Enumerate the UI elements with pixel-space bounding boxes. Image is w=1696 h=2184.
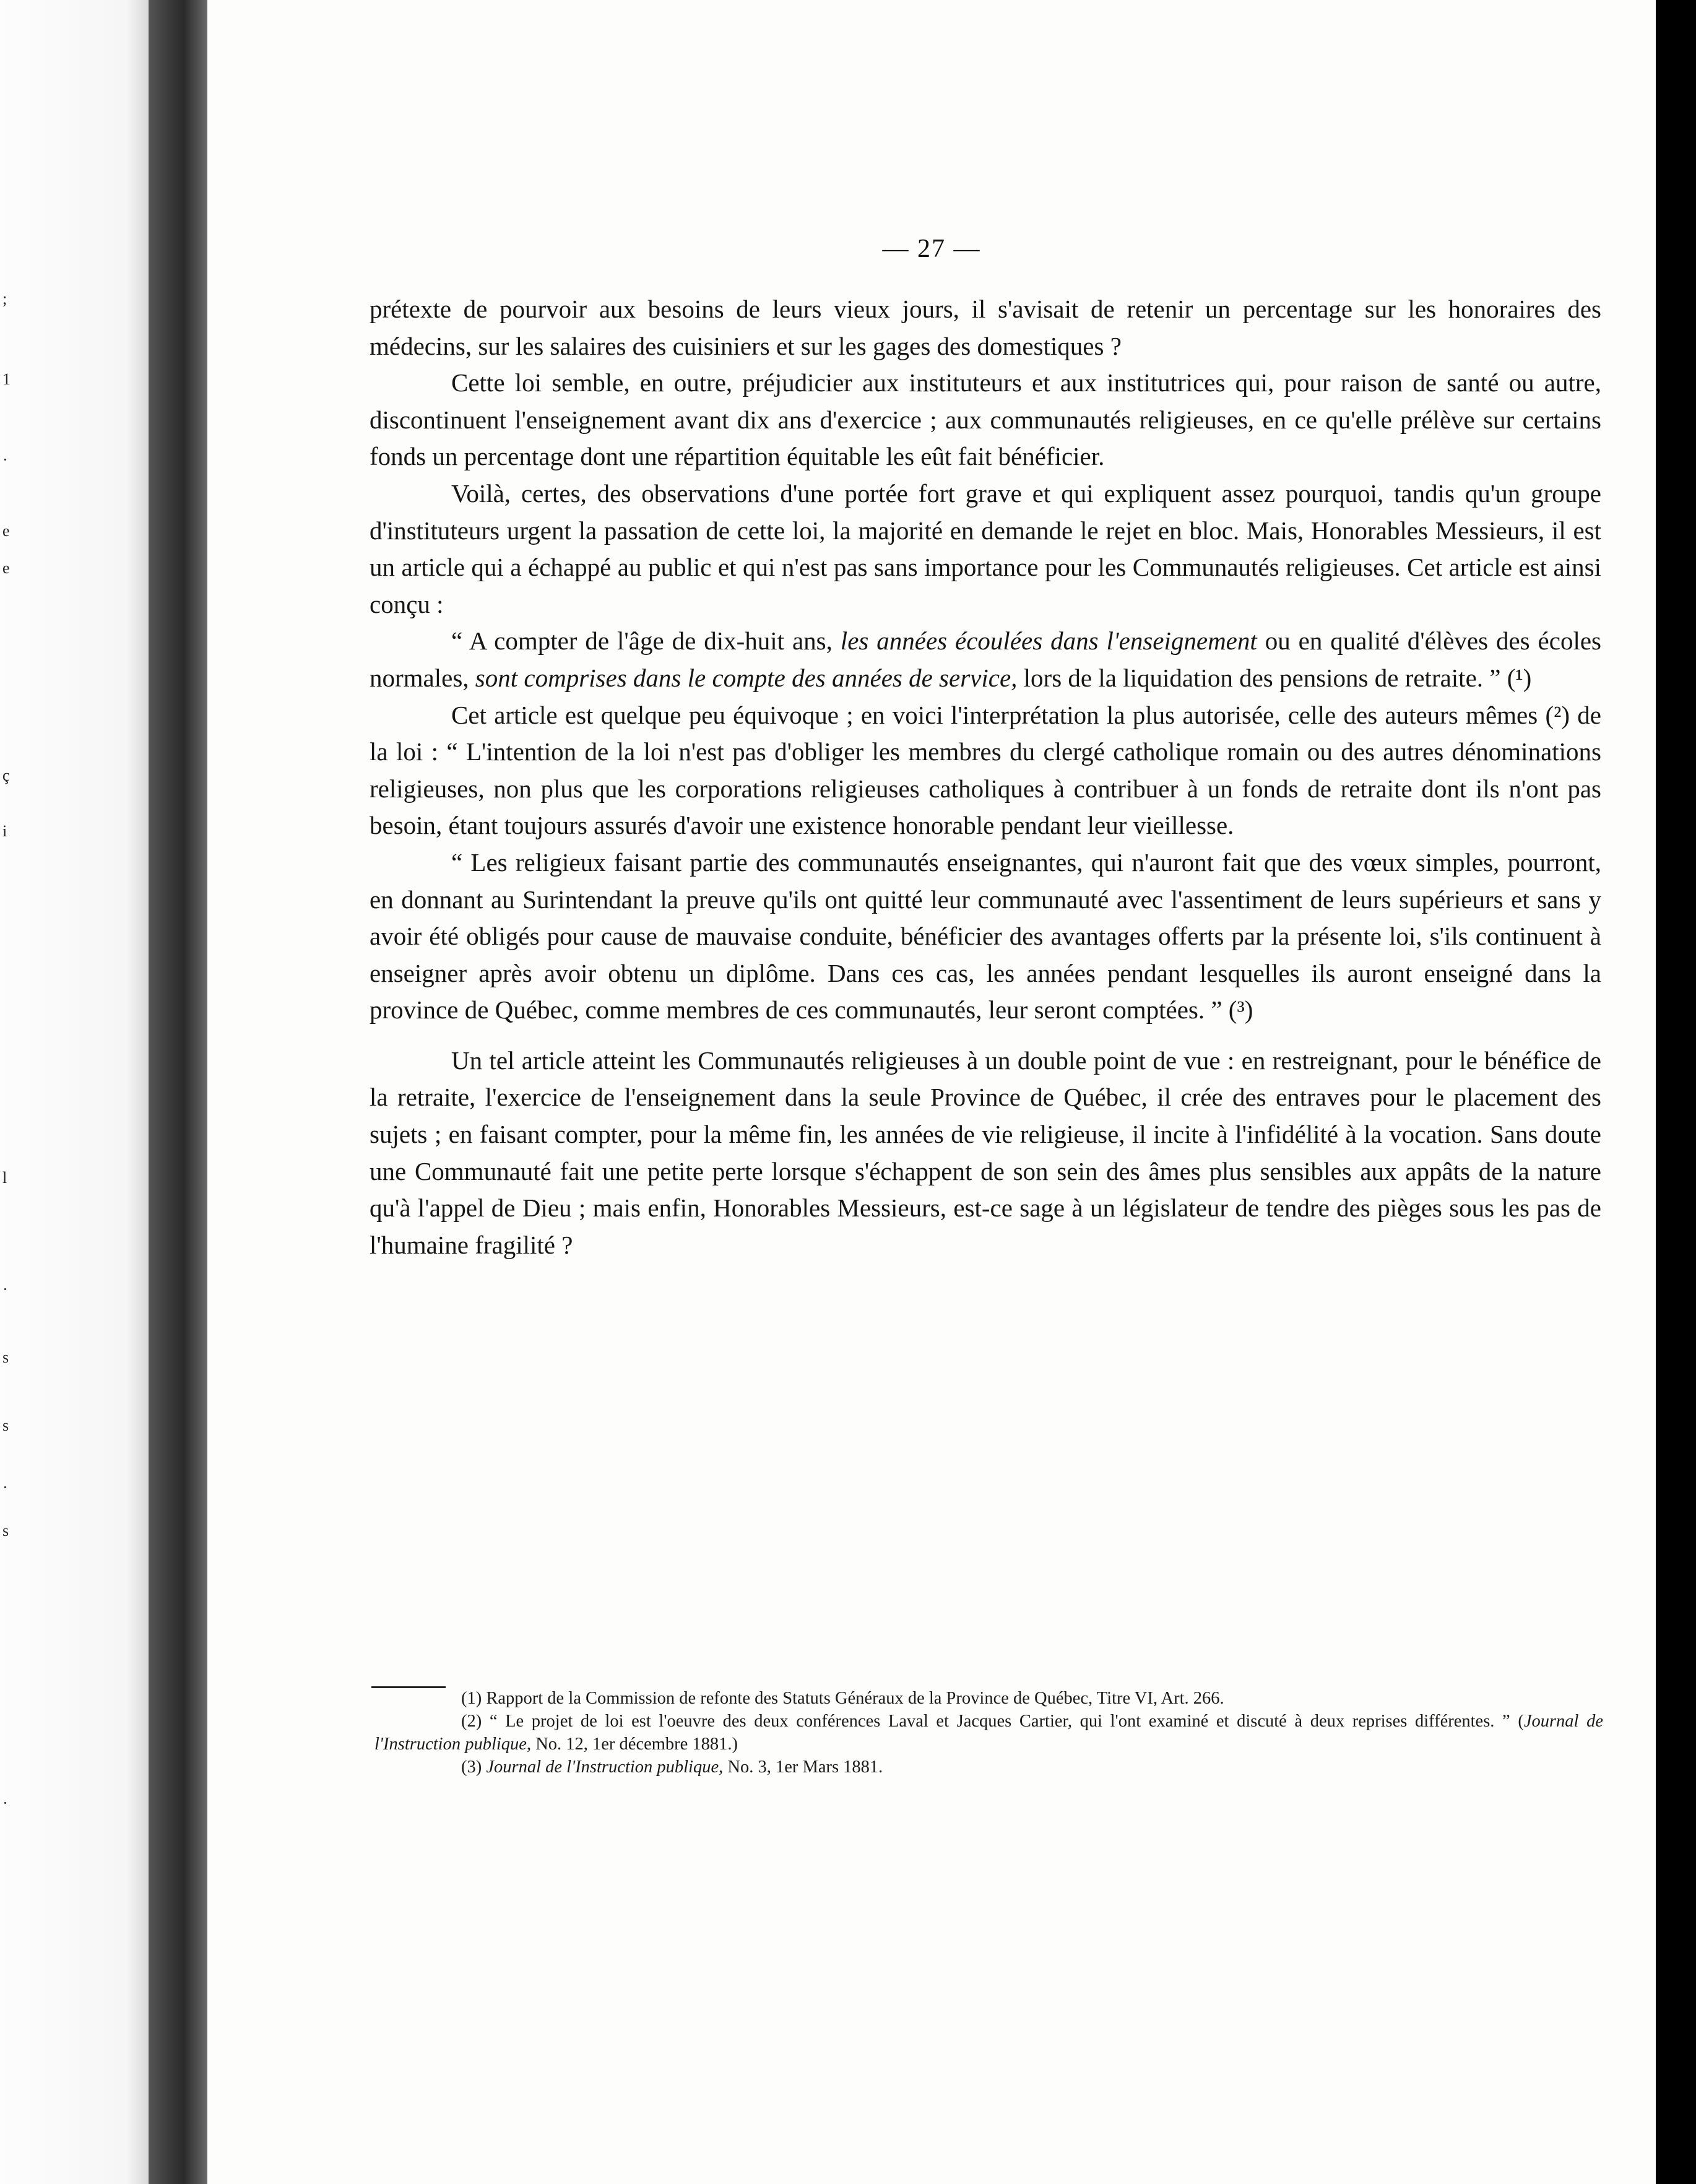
gutter-shadow: [149, 0, 207, 2184]
quoted-article-paragraph: [370, 623, 1601, 696]
paragraph-run-italic: les années écoulées dans l'enseignement: [840, 626, 1257, 656]
margin-mark: e: [2, 559, 10, 577]
margin-mark: l: [2, 1169, 7, 1187]
footnotes: [374, 1687, 1603, 1779]
margin-mark: e: [2, 522, 10, 540]
paragraph: Voilà, certes, des observations d'une portée fort grave et qui expliquent assez pourquoi, tandis qu'un groupe d'instituteurs urgent la passation de cette loi, la majorité en demande le rejet en bloc. Mais, Honorables Messieurs, il est un article qui a échappé au public et qui n'est pas sans importance pour les Communautés religieuses. Cet article est ainsi conçu :: [370, 479, 1601, 618]
document-page: [207, 0, 1656, 2184]
paragraph: “ Les religieux faisant partie des communautés enseignantes, qui n'auront fait que des vœux simples, pourront, en donnant au Surintendant la preuve qu'ils ont quitté leur communauté avec l'assentiment de leurs supérieurs et sans y avoir été obligés pour cause de mauvaise conduite, bénéficier des avantages offerts par la présente loi, s'ils continuent à enseigner après avoir obtenu un diplôme. Dans ces cas, les années pendant lesquelles ils auront enseigné dans la province de Québec, comme membres de ces communautés, leur seront comptées. ” (³): [370, 847, 1601, 1025]
paragraph-run: lors de la liquidation des pensions de retraite. ” (¹): [1017, 663, 1532, 692]
paragraph: Un tel article atteint les Communautés religieuses à un double point de vue : en restreignant, pour le bénéfice de la retraite, l'exercice de l'enseignement dans la seule Province de Québec, il crée des entraves pour le placement des sujets ; en faisant compter, pour la même fin, les années de vie religieuse, il incite à l'infidélité à la vocation. Sans doute une Communauté fait une petite perte lorsque s'échappent de son sein des âmes plus sensibles aux appâts de la nature qu'à l'appel de Dieu ; mais enfin, Honorables Messieurs, est-ce sage à un législateur de tendre des pièges sous les pas de l'humaine fragilité ?: [370, 1046, 1601, 1259]
margin-mark: s: [2, 1416, 9, 1434]
paragraph-run-italic: sont comprises dans le compte des années de service,: [475, 663, 1018, 692]
paragraph-run: ou en qualité d'élèves des écoles normales,: [370, 626, 1601, 692]
right-scan-edge: [1656, 0, 1696, 2184]
paragraph: prétexte de pourvoir aux besoins de leurs vieux jours, il s'avisait de retenir un percentage sur les honoraires des médecins, sur les salaires des cuisiniers et sur les gages des domestiques ?: [370, 295, 1601, 360]
footnote-2: [374, 1710, 1603, 1756]
paragraph-run: “ A compter de l'âge de dix-huit ans,: [451, 626, 841, 656]
body-text: [370, 291, 1601, 1263]
footnote-run: , No. 12, 1er décembre 1881.): [526, 1735, 738, 1754]
page-number: — 27 —: [882, 235, 981, 263]
margin-mark: s: [2, 1348, 9, 1366]
footnote-run: (2) “ Le projet de loi est l'oeuvre des deux conférences Laval et Jacques Cartier, qui l'ont examiné et discuté à deux reprises différentes. ” (: [461, 1712, 1524, 1731]
footnote-1: (1) Rapport de la Commission de refonte des Statuts Généraux de la Province de Québec, Titre VI, Art. 266.: [461, 1689, 1224, 1708]
footnote-run-italic: Journal de l'Instruction publique: [374, 1712, 1603, 1754]
footnote-3: [374, 1756, 1603, 1779]
margin-mark: ;: [2, 290, 7, 308]
footnote-run: (3): [461, 1757, 487, 1777]
paragraph: Cette loi semble, en outre, préjudicier aux instituteurs et aux institutrices qui, pour raison de santé ou autre, discontinuent l'enseignement avant dix ans d'exercice ; aux communautés religieuses, en ce qu'elle prélève sur certains fonds un percentage dont une répartition équitable les eût fait bénéficier.: [370, 368, 1601, 471]
margin-mark: ·: [2, 1280, 8, 1298]
paragraph: Cet article est quelque peu équivoque ; en voici l'interprétation la plus autorisée, celle des auteurs mêmes (²) de la loi : “ L'intention de la loi n'est pas d'obliger les membres du clergé catholique romain ou des autres dénominations religieuses, non plus que les corporations religieuses catholiques à contribuer à un fonds de retraite dont ils n'ont pas besoin, étant toujours assurés d'avoir une existence honorable pendant leur vieillesse.: [370, 700, 1601, 840]
margin-mark: ç: [2, 766, 10, 784]
margin-mark: ·: [2, 1794, 8, 1812]
margin-mark: 1: [2, 370, 11, 388]
margin-mark: ·: [2, 1478, 8, 1496]
footnote-run: , No. 3, 1er Mars 1881.: [719, 1757, 883, 1777]
left-page-edge: [0, 0, 149, 2184]
footnote-run-italic: Journal de l'Instruction publique: [486, 1757, 719, 1777]
margin-mark: s: [2, 1522, 9, 1540]
margin-mark: i: [2, 822, 7, 840]
margin-mark: ·: [2, 451, 8, 469]
